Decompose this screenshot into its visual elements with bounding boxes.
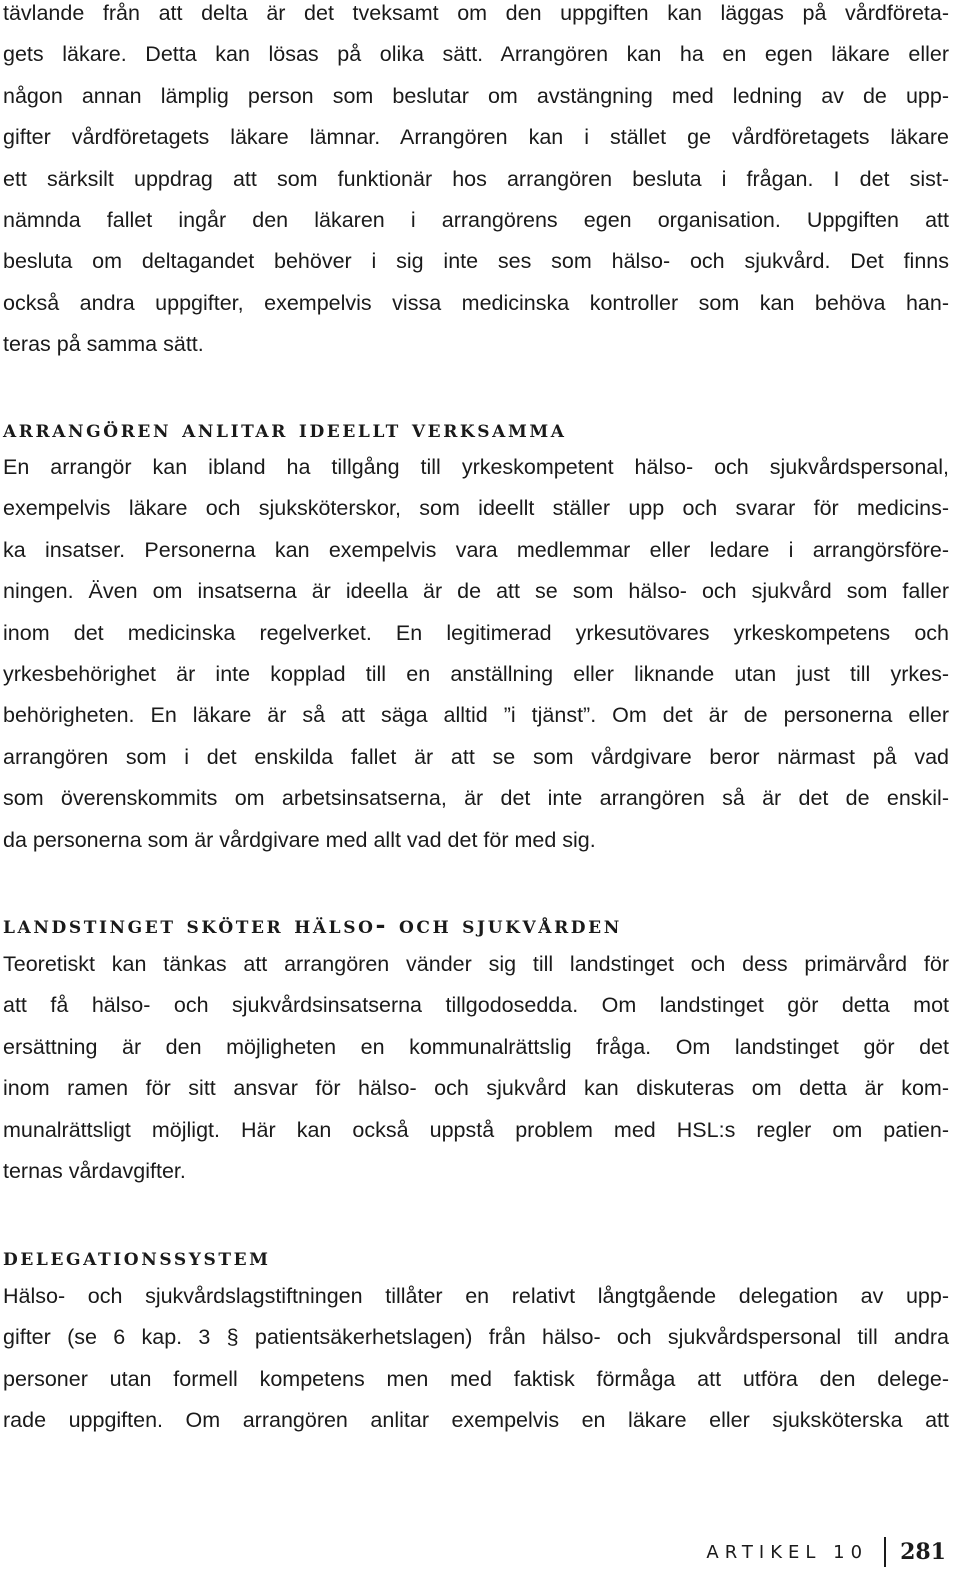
text-line: teras på samma sätt. (3, 332, 204, 357)
page-number: 281 (900, 1539, 946, 1565)
body-text (3, 1276, 949, 1442)
text-line: också andra uppgifter, exempelvis vissa medicinska kontroller som kan behöva han- (3, 290, 949, 315)
text-line: gifter (se 6 kap. 3 § patientsäkerhetslagen) från hälso- och sjukvårdspersonal till andra (3, 1325, 949, 1350)
text-line: Teoretiskt kan tänkas att arrangören vänder sig till landstinget och dess primärvård för (3, 952, 949, 976)
text-line: inom det medicinska regelverket. En legitimerad yrkesutövares yrkeskompetens och (3, 620, 949, 645)
text-line: exempelvis läkare och sjuksköterskor, som ideellt ställer upp och svarar för medicins- (3, 496, 949, 521)
section-heading: landstinget sköter hälso- och sjukvården (3, 910, 622, 939)
text-line: personer utan formell kompetens men med faktisk förmåga att utföra den delege- (3, 1366, 949, 1391)
page-footer (706, 1532, 946, 1572)
body-text (3, 944, 949, 1192)
text-line: yrkesbehörighet är inte kopplad till en anställning eller liknande utan just till yrkes- (3, 661, 949, 686)
text-line: ternas vårdavgifter. (3, 1158, 186, 1183)
text-line: da personerna som är vårdgivare med allt vad det för med sig. (3, 827, 596, 852)
text-line: ningen. Även om insatserna är ideella är de att se som hälso- och sjukvård som faller (3, 579, 949, 604)
intro-paragraph (3, 0, 949, 366)
text-line: arrangören som i det enskilda fallet är att se som vårdgivare beror närmast på vad (3, 744, 949, 769)
text-line: En arrangör kan ibland ha tillgång till yrkeskompetent hälso- och sjukvårdspersonal, (3, 455, 949, 479)
section-heading: arrangören anlitar ideellt verksamma (3, 414, 567, 443)
section-heading: delegationssystem (3, 1242, 271, 1271)
text-line: besluta om deltagandet behöver i sig inte ses som hälso- och sjukvård. Det finns (3, 249, 949, 274)
footer-divider (884, 1537, 886, 1567)
text-line: att få hälso- och sjukvårdsinsatserna tillgodosedda. Om landstinget gör detta mot (3, 993, 949, 1018)
body-text (3, 0, 949, 366)
text-line: ersättning är den möjligheten en kommunalrättslig fråga. Om landstinget gör det (3, 1034, 949, 1059)
text-line: som överenskommits om arbetsinsatserna, är det inte arrangören så är det de enskil- (3, 786, 949, 811)
text-line: ka insatser. Personerna kan exempelvis vara medlemmar eller ledare i arrangörsföre- (3, 537, 949, 562)
text-line: inom ramen för sitt ansvar för hälso- och sjukvård kan diskuteras om detta är kom- (3, 1076, 949, 1101)
body-text (3, 447, 949, 861)
text-line: gets läkare. Detta kan lösas på olika sätt. Arrangören kan ha en egen läkare eller (3, 42, 949, 67)
text-line: nämnda fallet ingår den läkaren i arrangörens egen organisation. Uppgiften att (3, 207, 949, 232)
text-line: rade uppgiften. Om arrangören anlitar exempelvis en läkare eller sjuksköterska att (3, 1408, 949, 1433)
text-line: gifter vårdföretagets läkare lämnar. Arrangören kan i stället ge vårdföretagets läkare (3, 125, 949, 150)
text-line: ett särksilt uppdrag att som funktionär hos arrangören besluta i frågan. I det sist- (3, 166, 949, 191)
running-footer-label: ARTIKEL 10 (706, 1541, 869, 1563)
text-line: behörigheten. En läkare är så att säga alltid ”i tjänst”. Om det är de personerna eller (3, 703, 949, 728)
section-body (3, 944, 949, 1192)
section-body (3, 1276, 949, 1442)
text-line: tävlande från att delta är det tveksamt om den uppgiften kan läggas på vårdföreta- (3, 1, 949, 25)
text-line: någon annan lämplig person som beslutar om avstängning med ledning av de upp- (3, 83, 949, 108)
section-body (3, 447, 949, 861)
text-line: munalrättsligt möjligt. Här kan också uppstå problem med HSL:s regler om patien- (3, 1117, 949, 1142)
text-line: Hälso- och sjukvårdslagstiftningen tillåter en relativt långtgående delegation av upp- (3, 1284, 949, 1308)
